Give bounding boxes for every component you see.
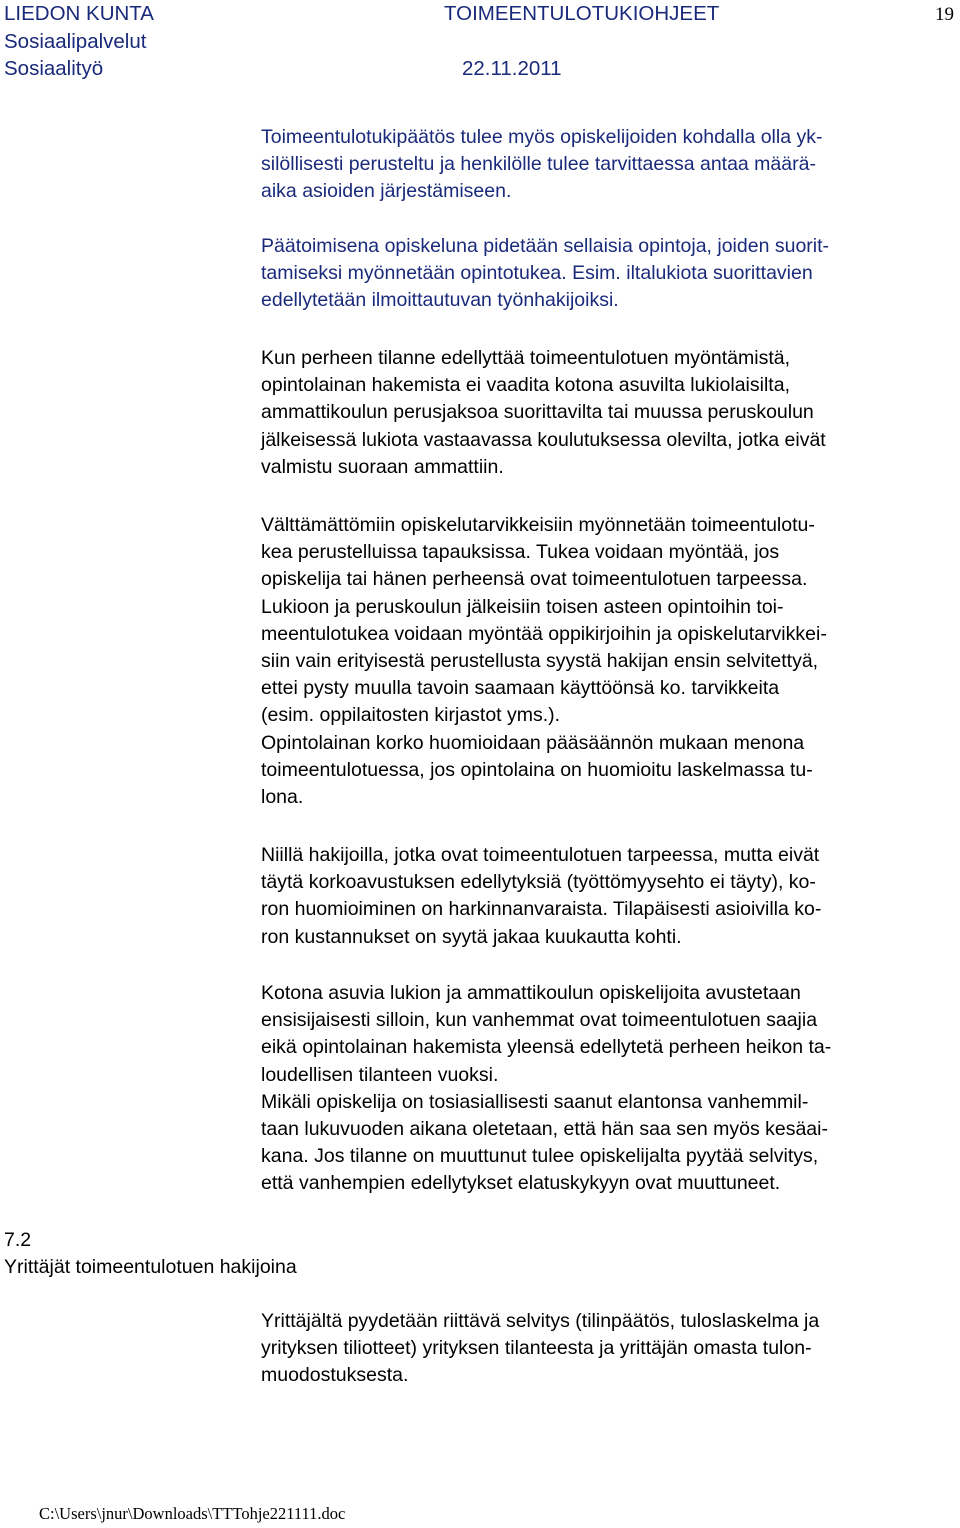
paragraph-students-living-at-home — [261, 980, 957, 1198]
text-line: Päätoimisena opiskeluna pidetään sellaisia opintoja, joiden suorit- — [261, 235, 830, 257]
text-line: ettei pysty muulla tavoin saamaan käyttöönsä ko. tarvikkeita — [261, 677, 780, 700]
text-line: siin vain erityisestä perustellusta syystä hakijan ensin selvitettyä, — [261, 650, 819, 673]
text-line: Toimeentulotukipäätös tulee myös opiskelijoiden kohdalla olla yk- — [261, 126, 823, 148]
text-line: Kotona asuvia lukion ja ammattikoulun opiskelijoita avustetaan — [261, 982, 801, 1004]
text-line: (esim. oppilaitosten kirjastot yms.). — [261, 704, 561, 727]
text-line: Niillä hakijoilla, jotka ovat toimeentulotuen tarpeessa, mutta eivät — [261, 844, 820, 866]
paragraph-study-loan — [261, 345, 957, 481]
text-line: Yrittäjältä pyydetään riittävä selvitys (tilinpäätös, tuloslaskelma ja — [261, 1310, 820, 1332]
text-line: että vanhempien edellytykset elatuskykyyn ovat muuttuneet. — [261, 1172, 781, 1195]
page-number: 19 — [935, 4, 954, 25]
text-line: jälkeisessä lukiota vastaavassa koulutuksessa olevilta, jotka eivät — [261, 428, 826, 451]
document-title: TOIMEENTULOTUKIOHJEET — [444, 2, 720, 25]
text-line: kea perustelluissa tapauksissa. Tukea voidaan myöntää, jos — [261, 541, 780, 564]
text-line: yrityksen tiliotteet) yrityksen tilanteesta ja yrittäjän omasta tulon- — [261, 1337, 812, 1360]
text-line: aika asioiden järjestämiseen. — [261, 180, 512, 203]
text-line: valmistu suoraan ammattiin. — [261, 455, 504, 478]
text-line: Opintolainan korko huomioidaan pääsäännön mukaan menona — [261, 731, 805, 754]
text-line: täytä korkoavustuksen edellytyksiä (työttömyysehto ei täyty), ko- — [261, 871, 816, 894]
text-line: opiskelija tai hänen perheensä ovat toimeentulotuen tarpeessa. — [261, 568, 808, 591]
section-title: Yrittäjät toimeentulotuen hakijoina — [4, 1256, 297, 1278]
text-line: Mikäli opiskelija on tosiasiallisesti saanut elantonsa vanhemmil- — [261, 1090, 809, 1113]
text-line: opintolainan hakemista ei vaadita kotona asuvilta lukiolaisilta, — [261, 374, 790, 397]
text-line: Kun perheen tilanne edellyttää toimeentulotuen myöntämistä, — [261, 347, 791, 369]
text-line: Lukioon ja peruskoulun jälkeisiin toisen asteen opintoihin toi- — [261, 595, 784, 618]
footer-file-path: C:\Users\jnur\Downloads\TTTohje221111.doc — [39, 1504, 346, 1523]
text-line: kana. Jos tilanne on muuttunut tulee opiskelijalta pyytää selvitys, — [261, 1145, 819, 1168]
paragraph-student-decision — [261, 124, 957, 206]
paragraph-entrepreneur-report — [261, 1308, 957, 1390]
text-line: muodostuksesta. — [261, 1364, 409, 1387]
text-line: toimeentulotuessa, jos opintolaina on huomioitu laskelmassa tu- — [261, 758, 813, 781]
document-date: 22.11.2011 — [462, 57, 562, 80]
paragraph-full-time-study — [261, 233, 957, 315]
text-line: ron kustannukset on syytä jakaa kuukautta kohti. — [261, 925, 682, 948]
text-line: ron huomioiminen on harkinnanvaraista. Tilapäisesti asioivilla ko- — [261, 898, 822, 921]
department-name: Sosiaalipalvelut — [4, 30, 147, 53]
text-line: loudellisen tilanteen vuoksi. — [261, 1063, 499, 1086]
organization-name: LIEDON KUNTA — [4, 2, 154, 25]
text-line: ammattikoulun perusjaksoa suorittavilta tai muussa peruskoulun — [261, 401, 814, 424]
text-line: silöllisesti perusteltu ja henkilölle tulee tarvittaessa antaa määrä- — [261, 153, 816, 176]
text-line: lona. — [261, 786, 304, 809]
text-line: edellytetään ilmoittautuvan työnhakijoiksi. — [261, 289, 619, 312]
text-line: meentulotukea voidaan myöntää oppikirjoihin ja opiskelutarvikkei- — [261, 622, 827, 645]
section-number: 7.2 — [4, 1229, 32, 1251]
text-line: ensisijaisesti silloin, kun vanhemmat ovat toimeentulotuen saajia — [261, 1009, 818, 1032]
text-line: taan lukuvuoden aikana oletetaan, että hän saa sen myös kesäai- — [261, 1118, 828, 1141]
text-line: tamiseksi myönnetään opintotukea. Esim. iltalukiota suorittavien — [261, 262, 813, 285]
text-line: eikä opintolainan hakemista yleensä edellytetä perheen heikon ta- — [261, 1036, 832, 1059]
paragraph-interest-subsidy — [261, 842, 957, 951]
paragraph-study-supplies — [261, 512, 957, 811]
text-line: Välttämättömiin opiskelutarvikkeisiin myönnetään toimeentulotu- — [261, 514, 815, 536]
unit-name: Sosiaalityö — [4, 57, 104, 80]
